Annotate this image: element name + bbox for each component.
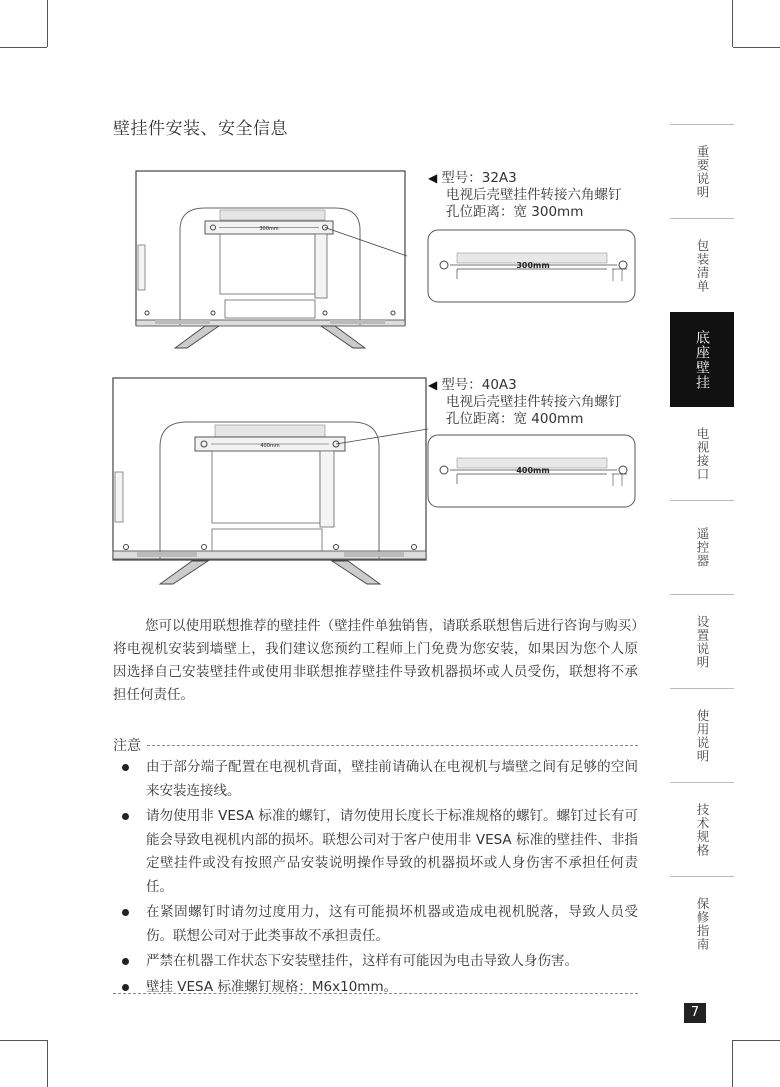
hole-detail-callout-40 — [427, 434, 637, 509]
screw-description: 电视后壳壁挂件转接六角螺钉 — [446, 394, 622, 410]
list-item — [118, 805, 638, 899]
crop-mark — [733, 47, 780, 48]
tab-usage[interactable] — [670, 688, 734, 782]
list-item — [118, 950, 638, 974]
tab-label: 包装清单 — [695, 238, 710, 293]
tab-label: 设置说明 — [695, 614, 710, 669]
crop-mark — [733, 1040, 780, 1041]
dimension-label: 300mm — [259, 226, 279, 232]
model-note-40 — [428, 377, 622, 428]
bullet-icon — [122, 813, 129, 820]
dashed-divider — [113, 993, 638, 994]
notice-list — [118, 756, 638, 1001]
notice-title: 注意 — [113, 738, 141, 754]
tab-settings[interactable] — [670, 594, 734, 688]
bullet-icon — [122, 984, 129, 991]
notice-item-text: 壁挂 VESA 标准螺钉规格：M6x10mm。 — [146, 978, 398, 995]
list-item — [118, 901, 638, 948]
crop-mark — [47, 0, 48, 47]
notice-item-text: 严禁在机器工作状态下安装壁挂件，这样有可能因为电击导致人身伤害。 — [146, 953, 578, 969]
screw-description: 电视后壳壁挂件转接六角螺钉 — [446, 187, 622, 203]
hole-spacing: 孔位距离：宽 400mm — [446, 411, 584, 427]
pointer-triangle-icon: ◀ — [428, 378, 438, 392]
dimension-label: 400mm — [516, 466, 550, 475]
paragraph-text: 您可以使用联想推荐的壁挂件（壁挂件单独销售，请联系联想售后进行咨询与购买）将电视机安装到墙壁上，我们建议您预约工程师上门免费为您安装，如果因为您个人原因选择自己安装壁挂件或使用非联想推荐壁挂件导致机器损坏或人员受伤，联想将不承担任何责任。 — [113, 618, 638, 703]
tab-label: 底座壁挂 — [694, 329, 710, 390]
page-number: 7 — [684, 1003, 706, 1023]
wall-mount-paragraph — [113, 615, 638, 707]
crop-mark — [0, 1040, 47, 1041]
tab-package[interactable] — [670, 218, 734, 312]
tab-label: 电视接口 — [695, 426, 710, 481]
page-title: 壁挂件安装、安全信息 — [113, 119, 288, 139]
hole-detail-callout-32 — [427, 229, 637, 304]
tab-label: 使用说明 — [695, 708, 710, 763]
notice-item-text: 在紧固螺钉时请勿过度用力，这有可能损坏机器或造成电视机脱落，导致人员受伤。联想公司对于此类事故不承担责任。 — [146, 904, 638, 944]
chapter-tabs — [670, 124, 734, 970]
list-item — [118, 976, 638, 1000]
dimension-label: 400mm — [260, 443, 280, 449]
dimension-label: 300mm — [516, 261, 550, 270]
pointer-triangle-icon: ◀ — [428, 171, 438, 185]
bullet-icon — [122, 764, 129, 771]
tab-ports[interactable] — [670, 406, 734, 500]
tab-label: 遥控器 — [695, 527, 710, 568]
bullet-icon — [122, 909, 129, 916]
notice-item-text: 由于部分端子配置在电视机背面，壁挂前请确认在电视机与墙壁之间有足够的空间来安装连接线。 — [146, 759, 638, 799]
tab-remote[interactable] — [670, 500, 734, 594]
crop-mark — [732, 1040, 733, 1087]
hole-spacing: 孔位距离：宽 300mm — [446, 204, 584, 220]
bullet-icon — [122, 958, 129, 965]
tab-label: 技术规格 — [695, 802, 710, 857]
model-name: 型号：40A3 — [441, 377, 517, 393]
crop-mark — [732, 0, 733, 47]
crop-mark — [0, 47, 47, 48]
notice-item-text: 请勿使用非 VESA 标准的螺钉，请勿使用长度长于标准规格的螺钉。螺钉过长有可能会导致电视机内部的损坏。联想公司对于客户使用非 VESA 标准的壁挂件、非指定壁挂件或没有按照产品安装说明操作导致的机器损坏或人身伤害不承担任何责任。 — [146, 808, 638, 895]
notice-header — [113, 735, 638, 755]
tab-specs[interactable] — [670, 782, 734, 876]
tv-back-diagram-40 — [112, 377, 428, 587]
list-item — [118, 756, 638, 803]
tab-label: 重要说明 — [695, 144, 710, 199]
tab-stand-wallmount[interactable] — [670, 312, 734, 406]
tab-warranty[interactable] — [670, 876, 734, 970]
tab-important[interactable] — [670, 124, 734, 218]
model-note-32 — [428, 170, 622, 221]
tab-label: 保修指南 — [695, 896, 710, 951]
dashed-divider — [147, 745, 638, 746]
tv-back-diagram-32 — [135, 170, 407, 350]
model-name: 型号：32A3 — [441, 170, 517, 186]
crop-mark — [47, 1040, 48, 1087]
